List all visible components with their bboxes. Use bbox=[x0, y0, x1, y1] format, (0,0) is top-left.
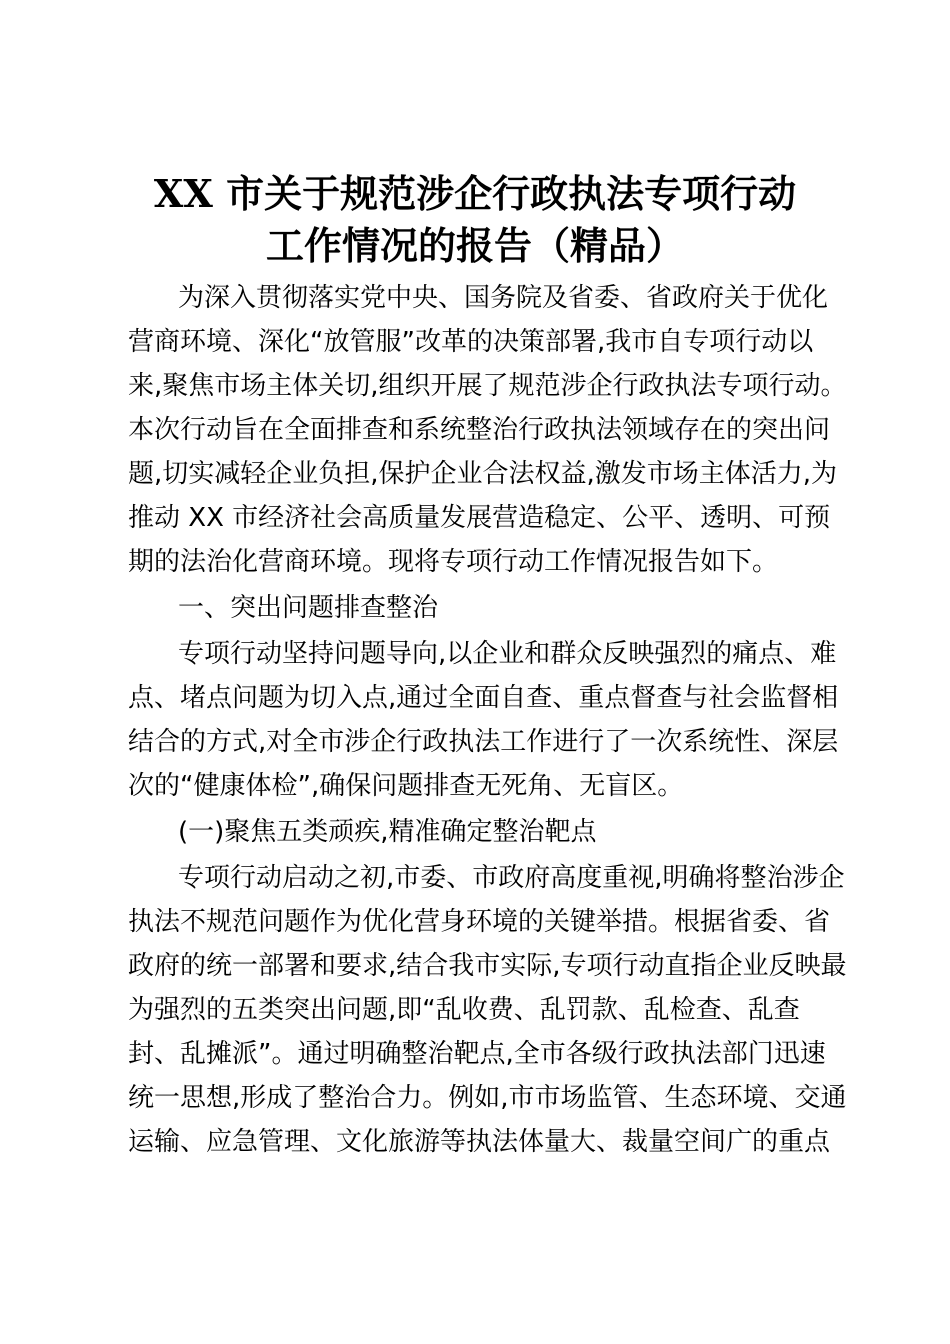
paragraph-line: 推动 XX 市经济社会高质量发展营造稳定、公平、透明、可预 bbox=[128, 503, 831, 533]
paragraph-line: 专项行动坚持问题导向,以企业和群众反映强烈的痛点、难 bbox=[178, 639, 837, 669]
paragraph-line: 次的“健康体检”,确保问题排查无死角、无盲区。 bbox=[128, 771, 684, 801]
paragraph-line: 为深入贯彻落实党中央、国务院及省委、省政府关于优化 bbox=[178, 283, 829, 313]
paragraph-line: 营商环境、深化“放管服”改革的决策部署,我市自专项行动以 bbox=[128, 327, 814, 357]
paragraph-line: 政府的统一部署和要求,结合我市实际,专项行动直指企业反映最 bbox=[128, 951, 847, 981]
document-title-line-1: XX 市关于规范涉企行政执法专项行动 bbox=[153, 171, 797, 216]
paragraph-line: 题,切实减轻企业负担,保护企业合法权益,激发市场主体活力,为 bbox=[128, 459, 838, 489]
paragraph-line: 来,聚焦市场主体关切,组织开展了规范涉企行政执法专项行动。 bbox=[128, 371, 847, 401]
paragraph-line: 为强烈的五类突出问题,即“乱收费、乱罚款、乱检查、乱查 bbox=[128, 995, 800, 1025]
paragraph-line: 运输、应急管理、文化旅游等执法体量大、裁量空间广的重点 bbox=[128, 1127, 831, 1157]
paragraph-line: 期的法治化营商环境。现将专项行动工作情况报告如下。 bbox=[128, 547, 779, 577]
paragraph-line: 本次行动旨在全面排查和系统整治行政执法领域存在的突出问 bbox=[128, 415, 831, 445]
section-heading: 一、突出问题排查整治 bbox=[178, 593, 439, 623]
paragraph-line: 统一思想,形成了整治合力。例如,市市场监管、生态环境、交通 bbox=[128, 1083, 847, 1113]
subsection-heading: (一)聚焦五类顽疾,精准确定整治靶点 bbox=[178, 817, 597, 847]
paragraph-line: 封、乱摊派”。通过明确整治靶点,全市各级行政执法部门迅速 bbox=[128, 1039, 826, 1069]
paragraph-line: 结合的方式,对全市涉企行政执法工作进行了一次系统性、深层 bbox=[128, 727, 839, 757]
paragraph-line: 专项行动启动之初,市委、市政府高度重视,明确将整治涉企 bbox=[178, 863, 845, 893]
paragraph-line: 执法不规范问题作为优化营身环境的关键举措。根据省委、省 bbox=[128, 907, 831, 937]
paragraph-line: 点、堵点问题为切入点,通过全面自查、重点督查与社会监督相 bbox=[128, 683, 839, 713]
document-title-line-2: 工作情况的报告（精品） bbox=[265, 223, 684, 268]
